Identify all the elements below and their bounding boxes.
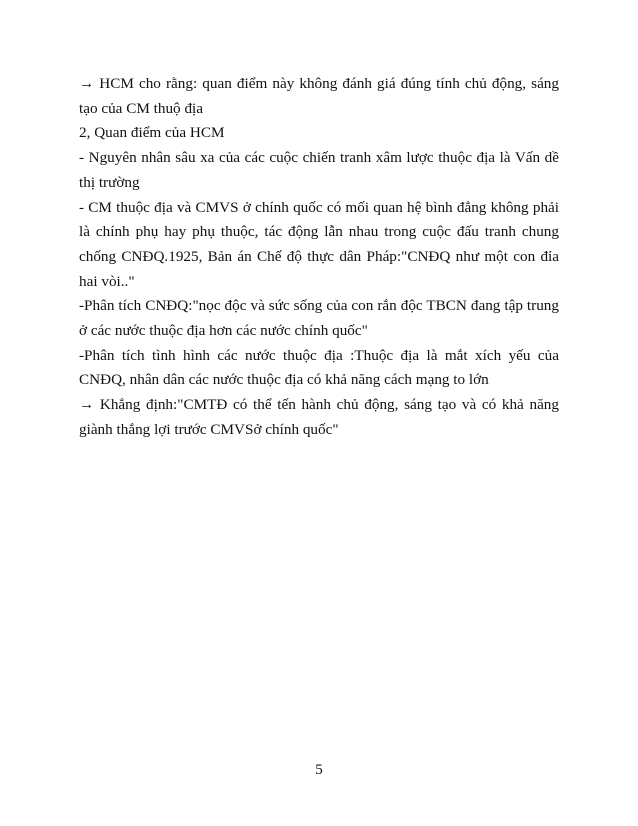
page-body	[79, 72, 559, 443]
paragraph-colonies-analysis: -Phân tích tình hình các nước thuộc địa :Thuộc địa là mắt xích yếu của CNĐQ, nhân dân các nước thuộc địa có khả năng cách mạng to lớn	[79, 346, 559, 389]
paragraph-relationship: - CM thuộc địa và CMVS ở chính quốc có mối quan hệ bình đẳng không phải là chính phụ hay phụ thuộc, tác động lẫn nhau trong cuộc đấu tranh chung chống CNĐQ.1925, Bản án Chế độ thực dân Pháp:"CNĐQ như một con đỉa hai vòi.."	[79, 198, 559, 290]
section-heading: 2, Quan điểm của HCM	[79, 124, 225, 142]
paragraph-conclusion: → Khẳng định:"CMTĐ có thể tến hành chủ động, sáng tạo và có khả năng giành thắng lợi trước CMVSở chính quốc"	[79, 396, 559, 438]
paragraph-hcm-view: → HCM cho rằng: quan điểm này không đánh giá đúng tính chủ động, sáng tạo của CM thuộ địa	[79, 75, 559, 117]
paragraph-root-cause: - Nguyên nhân sâu xa của các cuộc chiến tranh xâm lược thuộc địa là Vấn dề thị trường	[79, 149, 559, 191]
paragraph-analysis-cndq: -Phân tích CNĐQ:"nọc độc và sức sống của con rắn độc TBCN đang tập trung ở các nước thuộc địa hơn các nước chính quốc"	[79, 297, 559, 340]
page-number: 5	[315, 762, 323, 778]
